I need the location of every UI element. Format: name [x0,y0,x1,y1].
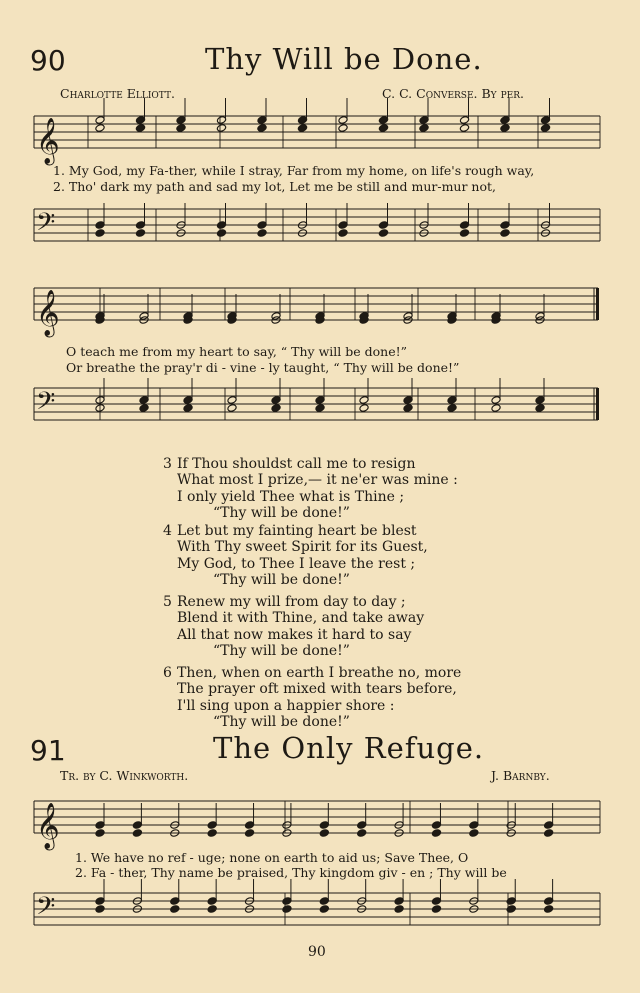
stanza-6-line-4: “Thy will be done!” [213,713,350,730]
stanza-6 [163,665,461,730]
stanza-3-line-2: What most I prize,— it ne'er was mine : [177,472,458,489]
stanza-4 [163,523,428,588]
h90-s2-verse-2: Or breathe the pray'r di - vine - ly taught, “ Thy will be done!” [66,360,460,375]
svg-text:𝄢: 𝄢 [36,892,56,927]
stanza-5-line-1: Renew my will from day to day ; [177,594,406,610]
hymn-90-composer: C. C. Converse. By per. [382,86,524,101]
h90-s1-verse-2: 2. Tho' dark my path and sad my lot, Let me be still and mur-mur not, [53,179,496,194]
stanza-3 [163,456,458,521]
h91-verse-1: 1. We have no ref - uge; none on earth to aid us; Save Thee, O [75,850,469,865]
stanza-6-number: 6 [163,665,172,681]
hymn-91-number: 91 [30,734,66,767]
h90-s2-verse-1: O teach me from my heart to say, “ Thy will be done!” [66,344,408,359]
hymn-91-composer: J. Barnby. [491,768,550,783]
svg-text:𝄞: 𝄞 [36,118,60,164]
svg-text:𝄢: 𝄢 [36,387,56,422]
h90-s2-treble-staff [0,282,640,344]
stanza-4-line-2: With Thy sweet Spirit for its Guest, [177,539,428,556]
svg-text:𝄞: 𝄞 [36,290,60,336]
stanza-6-line-2: The prayer oft mixed with tears before, [177,681,457,698]
stanza-4-line-3: My God, to Thee I leave the rest ; [177,555,416,572]
stanza-4-number: 4 [163,523,172,539]
h91-treble-staff [0,795,640,857]
stanza-4-line-1: Let but my fainting heart be blest [177,523,417,539]
hymn-90-number: 90 [30,44,66,77]
h90-s1-verse-1: 1. My God, my Fa-ther, while I stray, Far from my home, on life's rough way, [53,163,535,178]
h91-bass-staff [0,887,640,949]
svg-text:𝄢: 𝄢 [36,208,56,243]
stanza-5-line-3: All that now makes it hard to say [177,626,412,643]
stanza-3-line-3: I only yield Thee what is Thine ; [177,488,405,505]
stanza-3-line-4: “Thy will be done!” [213,504,350,521]
svg-text:𝄞: 𝄞 [36,803,60,849]
stanza-5-line-4: “Thy will be done!” [213,642,350,659]
hymn-91-translator: Tr. by C. Winkworth. [60,768,189,783]
h90-s1-bass-staff [0,203,640,265]
hymn-90-author: Charlotte Elliott. [60,86,175,101]
page-number: 90 [308,944,326,960]
h91-verse-2: 2. Fa - ther, Thy name be praised, Thy kingdom giv - en ; Thy will be [75,865,507,880]
stanza-5 [163,594,424,659]
stanza-3-number: 3 [163,456,172,472]
stanza-4-line-4: “Thy will be done!” [213,571,350,588]
stanza-6-line-3: I'll sing upon a happier shore : [177,697,395,714]
stanza-6-line-1: Then, when on earth I breathe no, more [177,665,462,681]
hymn-90-title: Thy Will be Done. [205,42,483,76]
hymn-91-title: The Only Refuge. [213,731,485,765]
stanza-5-number: 5 [163,594,172,610]
h90-s2-bass-staff [0,382,640,444]
stanza-3-line-1: If Thou shouldst call me to resign [177,456,416,472]
stanza-5-line-2: Blend it with Thine, and take away [177,610,425,627]
